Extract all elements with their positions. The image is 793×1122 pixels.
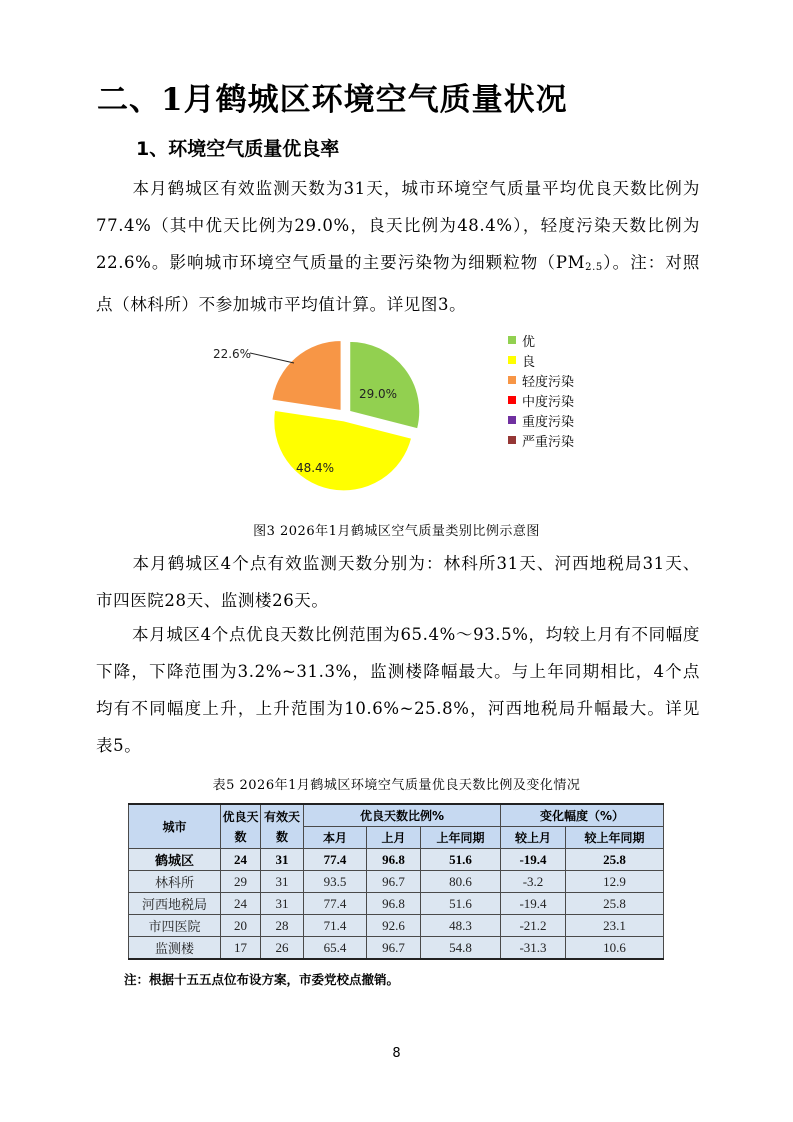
cell-good-days: 17 — [221, 937, 261, 960]
cell-city: 鹤城区 — [129, 849, 221, 871]
header-ratio-group: 优良天数比例% — [304, 804, 501, 827]
header-vs-last-month: 较上月 — [501, 827, 566, 849]
cell-city: 河西地税局 — [129, 893, 221, 915]
legend-item — [508, 370, 574, 390]
paragraph-summary — [96, 170, 700, 323]
cell-vs-last-month: -31.3 — [501, 937, 566, 960]
paragraph-summary-text: 本月鹤城区有效监测天数为31天，城市环境空气质量平均优良天数比例为77.4%（其中优天比例为29.0%，良天比例为48.4%），轻度污染天数比例为22.6%。影响城市环境空气质量的主要污染物为细颗粒物（PM — [96, 179, 700, 272]
legend-label: 良 — [522, 354, 536, 370]
air-quality-table — [128, 803, 664, 960]
cell-last-year: 54.8 — [421, 937, 501, 960]
data-label-you: 29.0% — [358, 387, 398, 401]
legend-label: 轻度污染 — [522, 374, 575, 390]
cell-vs-last-year: 12.9 — [566, 871, 664, 893]
paragraph-ratio-range — [96, 616, 700, 764]
cell-this-month: 71.4 — [304, 915, 367, 937]
data-label-liang: 48.4% — [295, 461, 335, 475]
data-label-light-pollution: 22.6% — [212, 347, 252, 361]
header-valid-days: 有效天数 — [261, 804, 304, 849]
cell-this-month: 77.4 — [304, 893, 367, 915]
label-leader-line — [250, 353, 294, 363]
legend-item — [508, 410, 574, 430]
legend-swatch — [508, 356, 516, 364]
slice-you — [350, 341, 420, 428]
table-row — [129, 849, 664, 871]
cell-good-days: 20 — [221, 915, 261, 937]
legend-label: 中度污染 — [522, 394, 575, 410]
cell-this-month: 77.4 — [304, 849, 367, 871]
header-change-group: 变化幅度（%） — [501, 804, 664, 827]
cell-city: 林科所 — [129, 871, 221, 893]
cell-valid-days: 31 — [261, 871, 304, 893]
header-city: 城市 — [129, 804, 221, 849]
cell-this-month: 93.5 — [304, 871, 367, 893]
cell-this-month: 65.4 — [304, 937, 367, 960]
header-vs-last-year: 较上年同期 — [566, 827, 664, 849]
table-caption: 表5 2026年1月鹤城区环境空气质量优良天数比例及变化情况 — [212, 778, 581, 793]
legend-swatch — [508, 396, 516, 404]
table-row — [129, 893, 664, 915]
cell-vs-last-month: -19.4 — [501, 893, 566, 915]
header-good-days: 优良天数 — [221, 804, 261, 849]
figure-caption: 图3 2026年1月鹤城区空气质量类别比例示意图 — [253, 524, 540, 539]
cell-vs-last-month: -19.4 — [501, 849, 566, 871]
cell-last-month: 96.8 — [367, 893, 421, 915]
legend-item — [508, 350, 574, 370]
cell-city: 市四医院 — [129, 915, 221, 937]
legend-swatch — [508, 416, 516, 424]
cell-valid-days: 31 — [261, 893, 304, 915]
cell-vs-last-year: 23.1 — [566, 915, 664, 937]
cell-vs-last-month: -3.2 — [501, 871, 566, 893]
legend-swatch — [508, 376, 516, 384]
cell-valid-days: 28 — [261, 915, 304, 937]
paragraph-monitoring-days-text: 本月鹤城区4个点有效监测天数分别为：林科所31天、河西地税局31天、市四医院28天、监测楼26天。 — [96, 554, 700, 610]
pie-slices — [272, 340, 420, 490]
cell-last-year: 48.3 — [421, 915, 501, 937]
slice-light-pollution — [272, 340, 341, 410]
legend-label: 重度污染 — [522, 414, 575, 430]
legend-item — [508, 430, 574, 450]
chart-legend — [508, 330, 574, 450]
subsection-heading: 1、环境空气质量优良率 — [136, 138, 340, 160]
cell-good-days: 24 — [221, 849, 261, 871]
cell-vs-last-year: 10.6 — [566, 937, 664, 960]
cell-good-days: 29 — [221, 871, 261, 893]
table-row — [129, 937, 664, 960]
cell-last-month: 96.7 — [367, 871, 421, 893]
cell-last-month: 92.6 — [367, 915, 421, 937]
cell-last-month: 96.8 — [367, 849, 421, 871]
cell-valid-days: 31 — [261, 849, 304, 871]
cell-vs-last-year: 25.8 — [566, 893, 664, 915]
header-last-month: 上月 — [367, 827, 421, 849]
paragraph-ratio-range-text: 本月城区4个点优良天数比例范围为65.4%～93.5%，均较上月有不同幅度下降，下降范围为3.2%~31.3%，监测楼降幅最大。与上年同期相比，4个点均有不同幅度上升，上升范围为10.6%~25.8%，河西地税局升幅最大。详见表5。 — [96, 625, 700, 755]
cell-good-days: 24 — [221, 893, 261, 915]
legend-item — [508, 330, 574, 350]
table-note: 注：根据十五五点位布设方案，市委党校点撤销。 — [124, 972, 400, 987]
paragraph-monitoring-days — [96, 545, 700, 619]
header-last-year: 上年同期 — [421, 827, 501, 849]
cell-last-month: 96.7 — [367, 937, 421, 960]
cell-vs-last-year: 25.8 — [566, 849, 664, 871]
cell-last-year: 80.6 — [421, 871, 501, 893]
page-number: 8 — [392, 1046, 401, 1061]
legend-label: 优 — [522, 334, 536, 350]
slice-liang — [274, 410, 412, 491]
section-heading: 二、1月鹤城区环境空气质量状况 — [97, 82, 568, 118]
legend-item — [508, 390, 574, 410]
legend-swatch — [508, 336, 516, 344]
pm-subscript: 2.5 — [585, 262, 603, 273]
cell-last-year: 51.6 — [421, 893, 501, 915]
cell-valid-days: 26 — [261, 937, 304, 960]
header-this-month: 本月 — [304, 827, 367, 849]
legend-swatch — [508, 436, 516, 444]
legend-label: 严重污染 — [522, 434, 575, 450]
table-row — [129, 915, 664, 937]
cell-vs-last-month: -21.2 — [501, 915, 566, 937]
cell-last-year: 51.6 — [421, 849, 501, 871]
paragraph-summary-tail: ）。注：对照点（林科所）不参加城市平均值计算。详见图3。 — [96, 253, 700, 314]
table-row — [129, 871, 664, 893]
cell-city: 监测楼 — [129, 937, 221, 960]
